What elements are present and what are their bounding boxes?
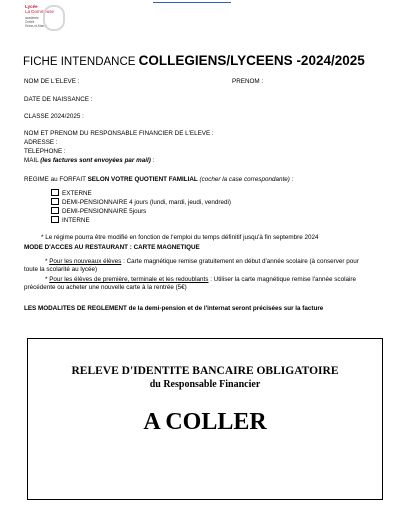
option-label: INTERNE [62, 217, 90, 224]
acces-old: * Pour les élèves de première, terminale et les redoublants : Utiliser la carte magnétique remise l'année scolaire précédente ou acheter une nouvelle carte à la rentrée (5€) [24, 276, 356, 291]
acces-new: * Pour les nouveaux élèves : Carte magnétique remise gratuitement en début d'année scolaire (à conserver pour toute la scolarité au lycée) [24, 258, 359, 273]
field-classe: CLASSE 2024/2025 : [24, 113, 84, 120]
page-title [23, 52, 365, 70]
rib-subheading: du Responsable Financier [149, 379, 261, 390]
option-interne[interactable] [51, 216, 90, 225]
mail-colon: : [150, 157, 155, 164]
regime-intro-b: SELON VOTRE QUOTIENT FAMILIAL [87, 176, 198, 183]
mail-note: (les factures sont envoyées par mail) [40, 157, 151, 164]
rib-box [27, 338, 383, 500]
logo-small3: Seine-et-Marne [25, 24, 47, 28]
modalites-a: LES MODALITES DE REGLEMENT [24, 305, 127, 312]
acces-old-label: Pour les élèves de première, terminale et les redoublants [49, 276, 209, 283]
field-adresse: ADRESSE : [24, 139, 58, 146]
checkbox[interactable] [51, 216, 59, 223]
regime-note: * Le régime pourra être modifié en fonction de l'emploi du temps définitif jusqu'à fin septembre 2024 [41, 234, 319, 241]
option-label: EXTERNE [62, 190, 92, 197]
modalites-b: de la demi-pension et de l'internat seront précisées sur la facture [126, 305, 324, 312]
acces-heading: MODE D'ACCES AU RESTAURANT : CARTE MAGNETIQUE [24, 244, 200, 251]
logo-emblem [43, 5, 65, 31]
school-logo [10, 4, 58, 46]
field-telephone: TELEPHONE : [24, 148, 66, 155]
checkbox[interactable] [51, 207, 59, 214]
option-dp4[interactable] [51, 198, 231, 207]
logo-line1: Lycée [25, 4, 38, 9]
regime-intro-c: (cocher la case correspondante) : [197, 176, 294, 183]
field-mail [24, 157, 154, 165]
rib-heading: RELEVE D'IDENTITE BANCAIRE OBLIGATOIRE [71, 365, 339, 377]
acces-old-text: : Utiliser la carte magnétique remise l'année scolaire précédente ou acheter une nouvelle carte à la rentrée (5€) [24, 276, 356, 291]
logo-line2: La Domineuse [25, 9, 55, 14]
regime-intro [24, 176, 293, 184]
logo-small1: académie [25, 16, 39, 20]
field-responsable: NOM ET PRENOM DU RESPONSABLE FINANCIER DE L'ELEVE : [24, 130, 214, 137]
field-nom: NOM DE L'ELEVE : [24, 78, 80, 85]
mail-label: MAIL [24, 157, 41, 164]
field-prenom: PRENOM : [232, 78, 264, 85]
acces-new-label: Pour les nouveaux élèves [49, 258, 122, 265]
checkbox[interactable] [51, 198, 59, 205]
regime-intro-a: REGIME au FORFAIT [24, 176, 88, 183]
acces-new-text: : Carte magnétique remise gratuitement en début d'année scolaire (à conserver pour toute la scolarité au lycée) [24, 258, 359, 273]
logo-small2: Créteil [25, 20, 35, 24]
checkbox[interactable] [51, 189, 59, 196]
option-dp5[interactable] [51, 207, 146, 216]
top-link-underline [153, 0, 231, 3]
option-label: DEMI-PENSIONNAIRE 5jours [62, 208, 147, 215]
title-part1: FICHE INTENDANCE [23, 56, 139, 68]
rib-paste-label: A COLLER [143, 409, 267, 435]
option-label: DEMI-PENSIONNAIRE 4 jours (lundi, mardi, jeudi, vendredi) [62, 199, 232, 206]
modalites [24, 305, 323, 313]
title-part2: COLLEGIENS/LYCEENS -2024/2025 [138, 53, 365, 68]
option-externe[interactable] [51, 189, 92, 198]
field-naissance: DATE DE NAISSANCE : [24, 96, 93, 103]
